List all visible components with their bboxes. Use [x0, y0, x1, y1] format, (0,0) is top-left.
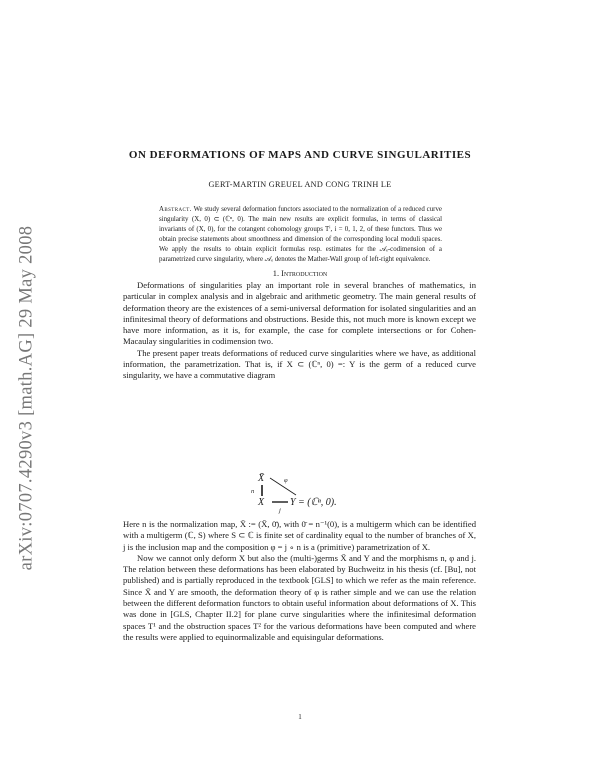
- intro-text-top: [123, 280, 476, 382]
- paragraph: The present paper treats deformations of reduced curve singularities where we have, as additional information, the parametrization. That is, if X ⊂ (ℂⁿ, 0) =: Y is the germ of a reduced curve singularity, we have a commutative diagram: [123, 347, 476, 381]
- diagram-top-node: X̄: [258, 473, 265, 484]
- diagram-map-phi: φ: [284, 477, 288, 484]
- paragraph: Here n is the normalization map, X̄ := (X̄, 0̄), with 0̄ = n⁻¹(0), is a multigerm which can be identified with a multigerm (ℂ, S) where S ⊂ ℂ is finite set of cardinality equal to the number of branches of X, j is the inclusion map and the composition φ = j ∘ n is a (primitive) parametrization of X.: [123, 519, 476, 552]
- page-number: 1: [298, 713, 302, 721]
- section-heading: [100, 269, 500, 278]
- intro-text-bottom: [123, 519, 476, 643]
- section-number: 1.: [272, 269, 280, 278]
- abstract-heading: Abstract.: [159, 206, 192, 213]
- section-title: Introduction: [281, 269, 328, 278]
- abstract: [159, 205, 442, 266]
- commutative-diagram: [250, 471, 360, 517]
- diagram-map-n: n: [251, 488, 255, 495]
- diagram-bottom-left: X: [258, 497, 265, 508]
- paragraph: Now we cannot only deform X but also the (multi-)germs X̄ and Y and the morphisms n, φ and j. The relation between these deformations has been elaborated by Buchweitz in his thesis (cf. [Bu], not published) and is partially reproduced in the textbook [GLS] to which we refer as the main reference. Since X̄ and Y are smooth, the deformation theory of φ is rather simple and we can use the relation between the different deformation functors to obtain useful information about deformations of X. This was done in [GLS, Chapter II.2] for plane curve singularities where the infinitesimal deformation spaces T¹ and the obstruction spaces T² for the various deformations have been computed and where the results were applied to equinormalizable and equisingular deformations.: [123, 552, 476, 642]
- diagram-map-j: j: [279, 507, 281, 514]
- paragraph: Deformations of singularities play an important role in several branches of mathematics, in particular in complex analysis and in algebraic and arithmetic geometry. The main general results of deformation theory are the existences of a semi-universal deformation for isolated singularities and an infinitesimal theory of deformations and obstructions. Beside this, not much more is known except we have more information, as it is, for example, the case for complete intersections or for Cohen-Macaulay singularities in codimension two.: [123, 280, 476, 347]
- diagram-arrow-phi: [270, 478, 296, 495]
- diagram-bottom-right: Y = (ℂⁿ, 0).: [290, 497, 337, 508]
- abstract-text: We study several deformation functors associated to the normalization of a reduced curve singularity (X, 0) ⊂ (ℂⁿ, 0). The main new results are explicit formulas, in terms of classical invariants of (X, 0), for the cotangent cohomology groups Tⁱ, i = 0, 1, 2, of these functors. Thus we obtain precise statements about smoothness and dimension of the corresponding local moduli spaces. We apply the results to obtain explicit formulas resp. estimates for the 𝒜ₑ-codimension of a parametrized curve singularity, where 𝒜ₑ denotes the Mather-Wall group of left-right equivalence.: [159, 206, 442, 264]
- paper-title: ON DEFORMATIONS OF MAPS AND CURVE SINGULARITIES: [128, 149, 472, 161]
- arxiv-side-label: arXiv:0707.4290v3 [math.AG] 29 May 2008: [16, 225, 37, 571]
- paper-authors: GERT-MARTIN GREUEL AND CONG TRINH LE: [208, 180, 392, 189]
